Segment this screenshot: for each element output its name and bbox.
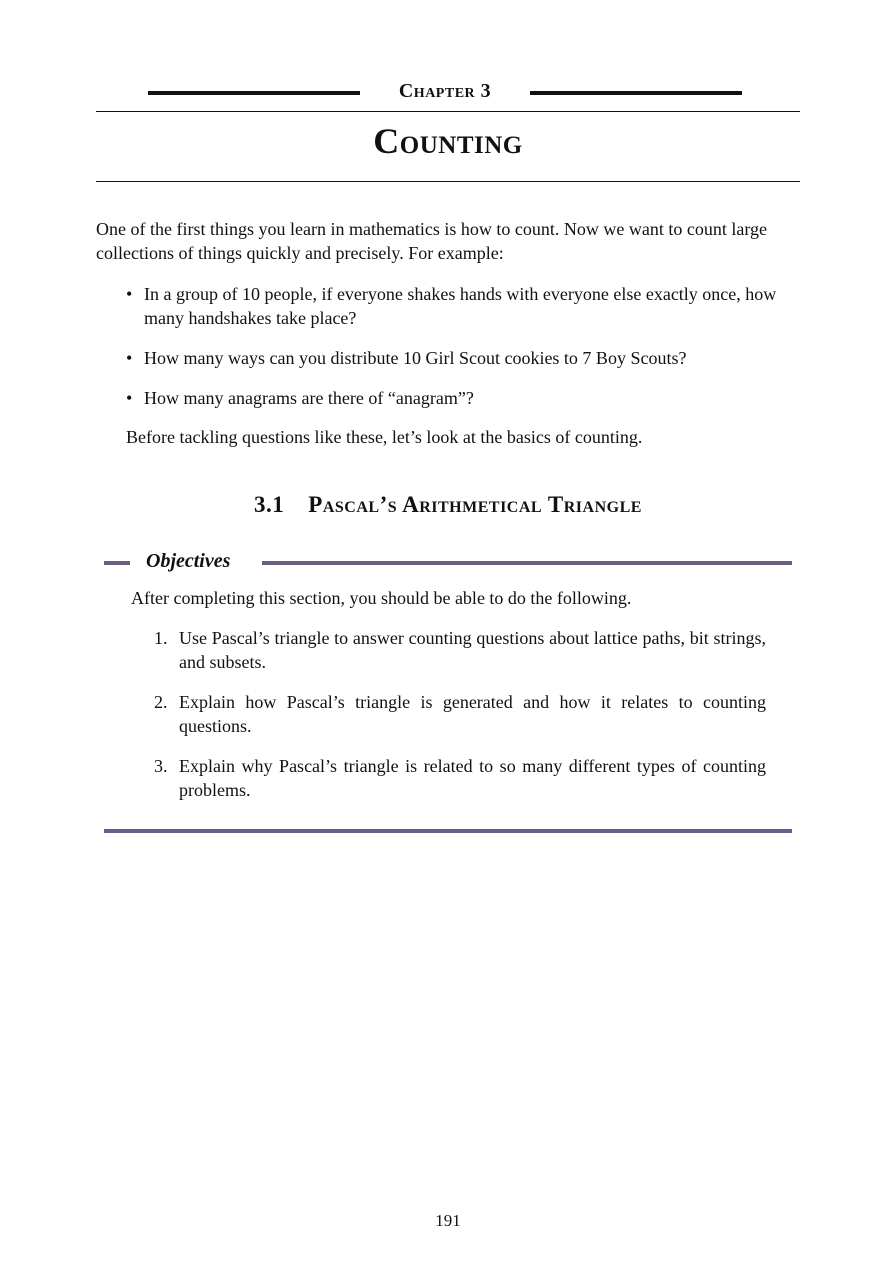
item-number: 3.: [154, 756, 168, 776]
list-item: • How many anagrams are there of “anagram”?: [126, 388, 474, 408]
bullet-icon: •: [126, 388, 133, 408]
objectives-rule-bottom: [104, 829, 792, 833]
bullet-icon: •: [126, 284, 133, 304]
list-item: 3. Explain why Pascal’s triangle is related to so many different types of counting problems.: [154, 756, 766, 800]
list-item: 1. Use Pascal’s triangle to answer counting questions about lattice paths, bit strings, and subsets.: [154, 628, 766, 672]
objectives-rule-right: [262, 561, 792, 565]
chapter-title: Counting: [373, 121, 523, 161]
chapter-header: [148, 80, 742, 108]
objectives-intro: After completing this section, you should be able to do the following.: [131, 588, 632, 608]
page-number: 191: [435, 1211, 461, 1230]
list-item: 2. Explain how Pascal’s triangle is generated and how it relates to counting questions.: [154, 692, 766, 736]
objectives-list: [154, 626, 766, 818]
section-heading: [96, 492, 800, 518]
list-item: • How many ways can you distribute 10 Girl Scout cookies to 7 Boy Scouts?: [126, 348, 687, 368]
section-number: 3.1: [254, 492, 285, 517]
chapter-rule-left: [148, 91, 360, 95]
objectives-rule-left: [104, 561, 130, 565]
chapter-label: Chapter 3: [398, 80, 492, 102]
list-item: • In a group of 10 people, if everyone shakes hands with everyone else exactly once, how many handshakes take place?: [126, 284, 777, 328]
section-title: Pascal’s Arithmetical Triangle: [308, 492, 642, 517]
intro-paragraph: One of the first things you learn in mathematics is how to count. Now we want to count large collections of things quickly and precisely. For example:: [96, 219, 768, 263]
bullet-icon: •: [126, 348, 133, 368]
title-rule-top: [96, 111, 800, 112]
objectives-title: Objectives: [146, 550, 231, 572]
example-list: [126, 282, 802, 426]
closing-paragraph: Before tackling questions like these, let’s look at the basics of counting.: [126, 427, 643, 447]
item-number: 1.: [154, 628, 168, 648]
chapter-rule-right: [530, 91, 742, 95]
item-number: 2.: [154, 692, 168, 712]
title-rule-bottom: [96, 181, 800, 182]
